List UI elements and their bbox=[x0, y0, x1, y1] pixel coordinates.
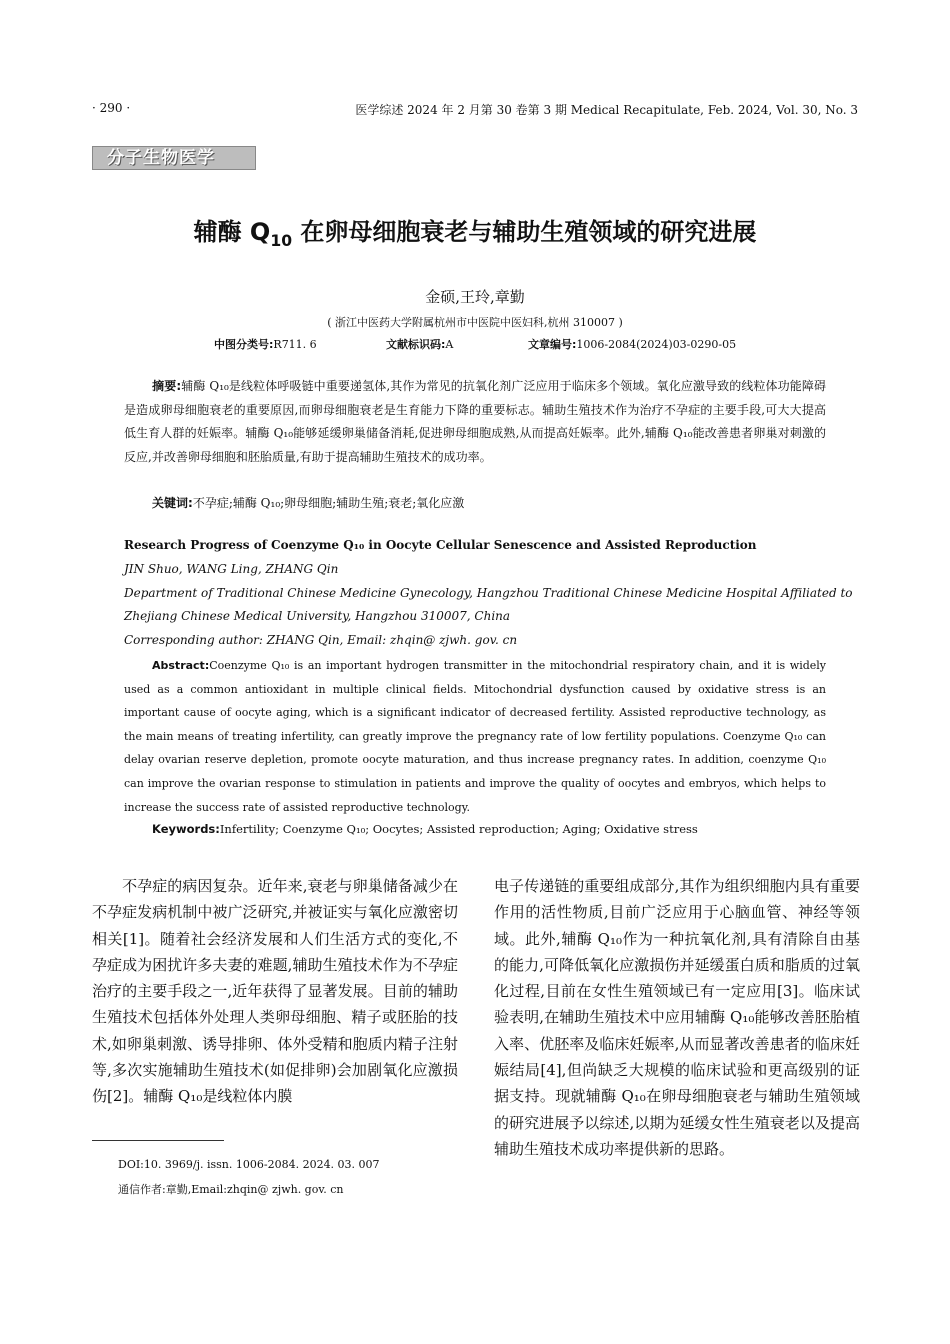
title-part1: 辅酶 Q bbox=[193, 218, 271, 246]
title-part2: 在卵母细胞衰老与辅助生殖领域的研究进展 bbox=[292, 218, 757, 246]
footnote-doi: DOI:10. 3969/j. issn. 1006-2084. 2024. 03. 007 bbox=[118, 1158, 380, 1171]
english-title: Research Progress of Coenzyme Q₁₀ in Oocyte Cellular Senescence and Assisted Reproduction bbox=[124, 538, 757, 552]
english-keywords bbox=[152, 822, 698, 836]
article-number bbox=[528, 336, 736, 352]
english-authors: JIN Shuo, WANG Ling, ZHANG Qin bbox=[124, 562, 339, 576]
clc-number bbox=[214, 336, 317, 352]
article-no-label: 文章编号: bbox=[528, 338, 577, 351]
body-right-column: 电子传递链的重要组成部分,其作为组织细胞内具有重要作用的活性物质,目前广泛应用于心脑血管、神经等领域。此外,辅酶 Q₁₀作为一种抗氧化剂,具有清除自由基的能力,可降低氧化应激损伤并延缓蛋白质和脂质的过氧化过程,目前在女性生殖领域已有一定应用[3]。临床试验表明,在辅助生殖技术中应用辅酶 Q₁₀能够改善胚胎植入率、优胚率及临床妊娠率,从而显著改善患者的临床妊娠结局[4],但尚缺乏大规模的临床试验和更高级别的证据支持。现就辅酶 Q₁₀在卵母细胞衰老与辅助生殖领域的研究进展予以综述,以期为延缓女性生殖衰老以及提高辅助生殖技术成功率提供新的思路。 bbox=[494, 877, 860, 1158]
chinese-abstract bbox=[124, 375, 826, 469]
footnote-corresponding: 通信作者:章勤,Email:zhqin@ zjwh. gov. cn bbox=[118, 1183, 344, 1196]
body-left-column: 不孕症的病因复杂。近年来,衰老与卵巢储备减少在不孕症发病机制中被广泛研究,并被证实与氧化应激密切相关[1]。随着社会经济发展和人们生活方式的变化,不孕症成为困扰许多夫妻的难题,辅助生殖技术作为不孕症治疗的主要手段之一,近年获得了显著发展。目前的辅助生殖技术包括体外处理人类卵母细胞、精子或胚胎的技术,如卵巢刺激、诱导排卵、体外受精和胞质内精子注射等,多次实施辅助生殖技术(如促排卵)会加剧氧化应激损伤[2]。辅酶 Q₁₀是线粒体内膜 bbox=[92, 877, 458, 1106]
cn-keywords-label: 关键词: bbox=[152, 496, 193, 510]
english-abstract bbox=[124, 654, 826, 819]
en-abstract-text: Coenzyme Q₁₀ is an important hydrogen transmitter in the mitochondrial respiratory chain, and it is widely used as a common antioxidant in multiple clinical fields. Mitochondrial dysfunction caused by oxidative stress is an important cause of oocyte aging, which is a significant indicator of decreased fertility. Assisted reproductive technology, as the main means of treating infertility, can greatly improve the pregnancy rate of low fertility populations. Coenzyme Q₁₀ can delay ovarian reserve depletion, promote oocyte maturation, and thus increase pregnancy rates. In addition, coenzyme Q₁₀ can improve the ovarian response to stimulation in patients and improve the quality of oocytes and embryos, which helps to increase the success rate of assisted reproductive technology. bbox=[124, 659, 826, 814]
chinese-keywords bbox=[152, 494, 464, 511]
title-subscript: 10 bbox=[270, 231, 293, 250]
cn-keywords-text: 不孕症;辅酶 Q₁₀;卵母细胞;辅助生殖;衰老;氧化应激 bbox=[192, 496, 465, 510]
clc-label: 中图分类号: bbox=[214, 338, 274, 351]
english-affiliation-2: Zhejiang Chinese Medical University, Hangzhou 310007, China bbox=[124, 609, 511, 623]
doc-code-label: 文献标识码: bbox=[386, 338, 446, 351]
article-no-value: 1006-2084(2024)03-0290-05 bbox=[576, 338, 737, 351]
footnote-divider bbox=[92, 1140, 224, 1141]
authors: 金硕,王玲,章勤 bbox=[425, 288, 525, 306]
english-affiliation-1: Department of Traditional Chinese Medicine Gynecology, Hangzhou Traditional Chinese Medicine Hospital Affiliated to bbox=[124, 586, 853, 600]
affiliation: ( 浙江中医药大学附属杭州市中医院中医妇科,杭州 310007 ) bbox=[327, 316, 623, 329]
english-corresponding: Corresponding author: ZHANG Qin, Email: zhqin@ zjwh. gov. cn bbox=[124, 633, 518, 647]
section-tag: 分子生物医学 bbox=[92, 146, 256, 170]
clc-value: R711. 6 bbox=[273, 338, 317, 351]
article-title bbox=[0, 212, 950, 250]
page-number: · 290 · bbox=[92, 101, 131, 115]
cn-abstract-text: 辅酶 Q₁₀是线粒体呼吸链中重要递氢体,其作为常见的抗氧化剂广泛应用于临床多个领域。氧化应激导致的线粒体功能障碍是造成卵母细胞衰老的重要原因,而卵母细胞衰老是生育能力下降的重要标志。辅助生殖技术作为治疗不孕症的主要手段,可大大提高低生育人群的妊娠率。辅酶 Q₁₀能够延缓卵巢储备消耗,促进卵母细胞成熟,从而提高妊娠率。此外,辅酶 Q₁₀能改善患者卵巢对刺激的反应,并改善卵母细胞和胚胎质量,有助于提高辅助生殖技术的成功率。 bbox=[124, 379, 826, 464]
en-abstract-label: Abstract: bbox=[152, 659, 210, 672]
journal-header: 医学综述 2024 年 2 月第 30 卷第 3 期 Medical Recapitulate, Feb. 2024, Vol. 30, No. 3 bbox=[355, 103, 858, 117]
en-keywords-text: Infertility; Coenzyme Q₁₀; Oocytes; Assisted reproduction; Aging; Oxidative stress bbox=[219, 822, 698, 836]
doc-code-value: A bbox=[445, 338, 454, 351]
cn-abstract-label: 摘要: bbox=[152, 379, 182, 393]
en-keywords-label: Keywords: bbox=[152, 822, 220, 836]
doc-code bbox=[386, 336, 453, 352]
